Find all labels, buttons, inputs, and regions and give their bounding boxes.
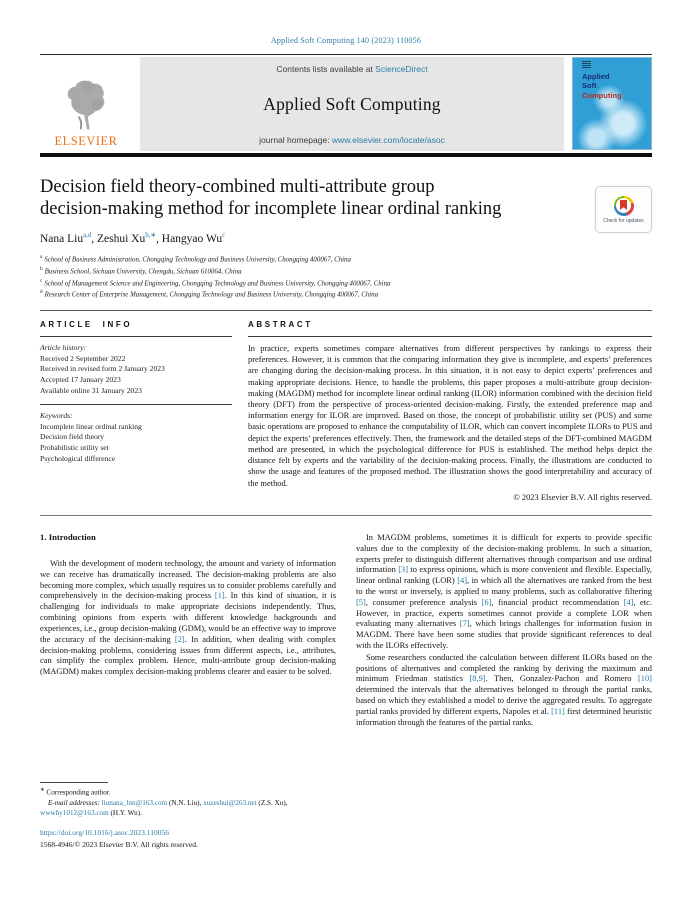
journal-cover-thumbnail: [572, 57, 652, 151]
article-title-line: Decision field theory-combined multi-attribute group: [40, 176, 435, 197]
sciencedirect-link[interactable]: ScienceDirect: [375, 64, 428, 74]
email-link[interactable]: wwwhy1012@163.com: [40, 808, 109, 817]
body-paragraph: [40, 558, 336, 677]
author-affiliation-sup: a,d: [83, 232, 92, 240]
journal-homepage-link[interactable]: www.elsevier.com/locate/asoc: [331, 135, 445, 145]
divider: [40, 515, 652, 516]
citation-link[interactable]: [10]: [637, 673, 652, 684]
affiliation-text: School of Business Administration, Chongqing Technology and Business University, Chongqing 400067, China: [44, 256, 351, 264]
author-separator: ,: [91, 233, 97, 246]
affiliation-sup: a: [40, 254, 43, 261]
text-run: E-mail addresses:: [48, 798, 102, 807]
article-info-column: [40, 320, 232, 502]
section-heading-introduction: 1. Introduction: [40, 531, 96, 542]
affiliation-list: [40, 254, 652, 301]
cover-title-line: Computing: [582, 90, 622, 100]
keyword-line: Decision field theory: [40, 432, 105, 442]
corresponding-author-footnote: [40, 782, 336, 819]
text-run: (Z.S. Xu),: [256, 798, 288, 807]
affiliation-line: [40, 289, 652, 301]
divider: [40, 404, 232, 405]
text-run: . In addition, when dealing with complex decision-making problems, considering issues from different aspects, i.e., attributes, can simplify the complex problem. Hence, multi-attribute group decision-making (MAGDM) makes complex decision-making problems clearer and easier to be solved.: [40, 633, 336, 677]
email-link[interactable]: xuzeshui@263.net: [203, 798, 257, 807]
email-addresses-line: [40, 798, 336, 819]
contents-lists-line: [144, 64, 560, 74]
citation-link[interactable]: [8,9]: [469, 673, 486, 684]
text-run: determined the intervals that the alternatives belonged to through the partial ranks, based on which they established a model to derive the aggregated results. To aggregate partial ranks provided by different experts, Napoles et al.: [356, 684, 652, 716]
citation-link[interactable]: [1]: [214, 590, 225, 601]
journal-name: Applied Soft Computing: [263, 94, 441, 114]
affiliation-line: [40, 266, 652, 278]
check-updates-ring-icon: [614, 196, 634, 216]
article-info-heading: ARTICLE INFO: [40, 319, 133, 329]
journal-header-band: [40, 57, 652, 151]
citation-link[interactable]: [5]: [356, 596, 366, 607]
journal-homepage-line: [144, 135, 560, 145]
text-run: to express opinions, which is more convenient and flexible. Especially, linear ordinal ranking (LOR): [356, 564, 652, 586]
text-run: Contents lists available at: [276, 64, 376, 74]
elsevier-tree-icon: [56, 77, 116, 133]
author-name: Hangyao Wu: [161, 233, 223, 246]
affiliation-text: Business School, Sichuan University, Chengdu, Sichuan 610064, China: [44, 268, 242, 276]
history-line: Received in revised form 2 January 2023: [40, 364, 165, 374]
author-separator: ,: [156, 233, 162, 246]
citation-link[interactable]: [4]: [457, 575, 468, 586]
copyright-line: © 2023 Elsevier B.V. All rights reserved.: [513, 491, 652, 502]
text-run: (H.Y. Wu).: [108, 808, 142, 817]
journal-banner: [140, 57, 564, 151]
affiliation-sup: d: [40, 289, 43, 296]
issn-copyright-line: 1568-4946/© 2023 Elsevier B.V. All rights reserved.: [40, 839, 198, 849]
info-abstract-section: [40, 320, 652, 502]
text-run: With the development of modern technology, the amount and variety of information we can receive has dramatically increased. The decision-making problems are also becoming more complex, which usually requires us to consider problems carefully and comprehensively in the decision-making process: [40, 558, 336, 601]
footnote-rule: [40, 782, 108, 783]
divider: [40, 336, 232, 337]
cover-title-line: Applied: [582, 72, 610, 81]
author-affiliation-sup: b,∗: [145, 232, 157, 240]
affiliation-text: Research Center of Enterprise Management, Chongqing Technology and Business University, Chongqing 400067, China: [44, 291, 379, 299]
elsevier-wordmark: ELSEVIER: [54, 134, 118, 148]
text-run: , financial product recommendation: [491, 596, 624, 607]
journal-cover-image: [572, 57, 652, 150]
bookmark-icon: [620, 200, 627, 210]
history-line: Received 2 September 2022: [40, 353, 126, 363]
corresponding-author-line: [40, 787, 336, 798]
footnote-marker: ∗: [40, 786, 45, 793]
check-for-updates-badge[interactable]: [595, 186, 652, 233]
email-link[interactable]: liunana_lnn@163.com: [101, 798, 168, 807]
abstract-heading: ABSTRACT: [248, 319, 313, 329]
author-name: Nana Liu: [40, 233, 84, 246]
author-list: [40, 231, 652, 245]
body-left-column: [40, 532, 336, 850]
doi-link[interactable]: https://doi.org/10.1016/j.asoc.2023.110056: [40, 828, 169, 838]
affiliation-text: School of Management Science and Engineering, Chongqing Technology and Business University, Chongqing 400067, China: [44, 279, 391, 287]
check-updates-label: Check for updates: [603, 217, 644, 224]
citation-link[interactable]: [2]: [174, 633, 185, 644]
affiliation-line: [40, 254, 652, 266]
body-right-column: [356, 532, 652, 850]
divider: [40, 153, 652, 157]
text-run: . Then, Gonzalez-Pachon and Romero: [485, 673, 638, 684]
text-run: , consumer preference analysis: [365, 596, 482, 607]
body-paragraph: [356, 652, 652, 728]
text-run: In MAGDM problems, sometimes it is difficult for experts to provide specific values due to the complexity of the decision-making problems. In such a situation, experts prefer to distinguish different alternatives through comparison and use ordinal information: [356, 531, 652, 575]
keywords-label: Keywords:: [40, 410, 73, 420]
affiliation-sup: b: [40, 265, 43, 272]
text-run: first determined heuristic information through the features of the partial ranks.: [356, 705, 652, 727]
elsevier-logo: [40, 57, 132, 151]
cover-title-line: Soft: [582, 81, 597, 91]
article-history-label: Article history:: [40, 342, 87, 352]
text-run: . In this kind of situation, it is challenging for individuals to make appropriate decisions independently. Thus, combining opinions from experts with different knowledge backgrounds and experiences, i.e., group decision-making (GDM), would be an effective way to improve the accuracy of the decision-making: [40, 590, 337, 644]
text-run: , etc. However, in practice, experts sometimes cannot provide a complete LOR when evaluating many alternatives: [356, 596, 653, 629]
affiliation-sup: c: [40, 277, 43, 284]
journal-reference-line: Applied Soft Computing 140 (2023) 110056: [270, 36, 422, 45]
text-run: Some researchers conducted the calculation between different ILORs based on the positions of alternatives and completed the ranking by deriving the maximum and minimum Friedman statistics: [356, 651, 652, 684]
article-title-line: decision-making method for incomplete linear ordinal ranking: [40, 199, 502, 220]
body-text-columns: [40, 532, 652, 850]
text-run: , which brings challenges for information fusion in MAGDM. There have been some studies that provide significant references to deal with the ILORs effectively.: [356, 618, 652, 650]
citation-link[interactable]: [7]: [459, 618, 470, 629]
author-affiliation-sup: c: [222, 232, 226, 240]
divider: [248, 336, 652, 337]
cover-barcode-icon: [582, 61, 591, 69]
body-paragraph: [356, 532, 652, 651]
citation-link[interactable]: [4]: [623, 596, 634, 607]
citation-link[interactable]: [11]: [551, 705, 565, 716]
corresponding-author-text: Corresponding author.: [44, 788, 111, 797]
abstract-text: In practice, experts sometimes compare alternatives from different perspectives by rankings to express their preferences. However, it is common that the comparing information they give is incomplete, and experts’ preferences are changing during the decision-making process. In this situation, it is not easy to depict experts’ preferences and making appropriate decisions. Hence, to handle the problems, this paper proposes a multi-attribute group decision-making (MAGDM) method for incomplete linear ordinal ranking (ILOR) information combined with the decision field theory (DFT) from the perspective of process-oriented decision-making. Firstly, the extended preference map and information energy for ILOR are improved. Based on those, the concept of probabilistic utility set (PUS) and some basic operations are proposed to enhance the computability of ILOR, which can convert incomplete ILORs to PUS and depict the experts’ preferences effectively. Then, the framework and the detailed steps of the DFT-combined MAGDM method are presented, in which the psychological difference for PUS is established. The method helps depict the distance felt by experts and the variability of the decision-making process. Finally, the illustrations are conducted to show the usage and features of the proposed method. The illustration shows the good interpretability and accuracy of the method.: [248, 342, 652, 488]
text-run: , in which all the alternatives are ranked from the best to the worst or inversely, is applied to many problems, such as collaborative filtering: [356, 575, 653, 596]
history-line: Accepted 17 January 2023: [40, 375, 121, 385]
affiliation-line: [40, 278, 652, 290]
author-name: Zeshui Xu: [96, 233, 146, 246]
abstract-column: [248, 320, 652, 502]
divider: [40, 54, 652, 55]
text-run: (N.N. Liu),: [167, 798, 204, 807]
citation-link[interactable]: [6]: [481, 596, 492, 607]
page-footer: [40, 827, 336, 850]
keyword-line: Probabilistic utility set: [40, 443, 109, 453]
article-title: [40, 176, 545, 222]
divider: [40, 310, 652, 311]
history-line: Available online 31 January 2023: [40, 385, 142, 395]
citation-link[interactable]: [3]: [398, 564, 409, 575]
keyword-line: Incomplete linear ordinal ranking: [40, 421, 142, 431]
keyword-line: Psychological difference: [40, 453, 116, 463]
text-run: journal homepage:: [259, 135, 332, 145]
